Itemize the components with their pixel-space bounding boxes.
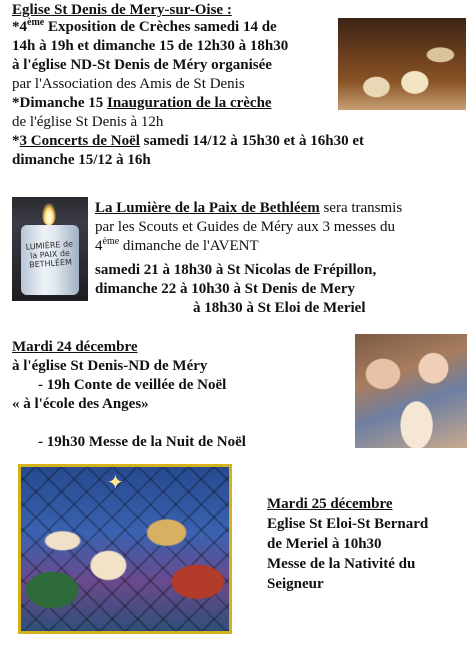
section2-line3-sup: ème: [102, 236, 120, 247]
stained-glass-nativity: [18, 464, 232, 634]
section4-line2: Eglise St Eloi-St Bernard: [267, 516, 429, 532]
section1-line1-rest: Exposition de Crèches samedi 14 de: [44, 19, 277, 35]
section2-line2: par les Scouts et Guides de Méry aux 3 messes du: [95, 219, 395, 235]
section3-line3: - 19h Conte de veillée de Noël: [38, 377, 227, 393]
section1-line8: dimanche 15/12 à 16h: [12, 152, 151, 168]
section2-title-rest: sera transmis: [319, 200, 403, 216]
section1-line5-prefix: *Dimanche 15: [12, 95, 107, 111]
section2-line6: à 18h30 à St Eloi de Meriel: [193, 300, 366, 316]
section1-line2: 14h à 19h et dimanche 15 de 12h30 à 18h30: [12, 38, 289, 54]
section1-line7: [12, 133, 364, 150]
section1-line4: par l'Association des Amis de St Denis: [12, 76, 245, 92]
section1-line5-underlined: Inauguration de la crèche: [107, 95, 272, 111]
candle-flame: [42, 203, 56, 225]
section1-line6: de l'église St Denis à 12h: [12, 114, 164, 130]
section3-title: Mardi 24 décembre: [12, 339, 138, 355]
section2-line4: samedi 21 à 18h30 à St Nicolas de Frépillon,: [95, 262, 377, 278]
section1-line7-prefix: *: [12, 133, 20, 149]
star-icon: ✦: [107, 472, 124, 494]
section1-line7-underlined: 3 Concerts de Noël: [19, 133, 140, 149]
peace-light-candle-photo: [12, 197, 88, 301]
section2-line3-rest: dimanche de l'AVENT: [119, 238, 259, 254]
section4-title: Mardi 25 décembre: [267, 496, 393, 512]
section1-line7-rest: samedi 14/12 à 15h30 et à 16h30 et: [139, 133, 365, 149]
section4-line4: Messe de la Nativité du: [267, 556, 416, 572]
section2-line5: dimanche 22 à 10h30 à St Denis de Mery: [95, 281, 355, 297]
section1-line1: [12, 19, 277, 36]
section4-line3: de Meriel à 10h30: [267, 536, 382, 552]
section2-line1: [95, 200, 402, 217]
section3-line5: - 19h30 Messe de la Nuit de Noël: [38, 434, 246, 450]
section2-line3: [95, 238, 259, 255]
section3-line2: à l'église St Denis-ND de Méry: [12, 358, 208, 374]
section1-line1-sup: ème: [27, 17, 45, 28]
section1-line1-star: *4: [12, 19, 27, 35]
nativity-creche-photo: [338, 18, 466, 110]
section1-line3: à l'église ND-St Denis de Méry organisée: [12, 57, 272, 73]
section1-line5: [12, 95, 272, 112]
section2-line3-prefix: 4: [95, 238, 103, 254]
section3-line4: « à l'école des Anges»: [12, 396, 149, 412]
section2-title: La Lumière de la Paix de Bethléem: [95, 200, 320, 216]
section1-title: Eglise St Denis de Mery-sur-Oise :: [12, 2, 232, 18]
angels-painting: [355, 334, 467, 448]
section4-line5: Seigneur: [267, 576, 324, 592]
candle-label: LUMIÈRE de la PAIX de BETHLÉEM: [25, 239, 74, 270]
